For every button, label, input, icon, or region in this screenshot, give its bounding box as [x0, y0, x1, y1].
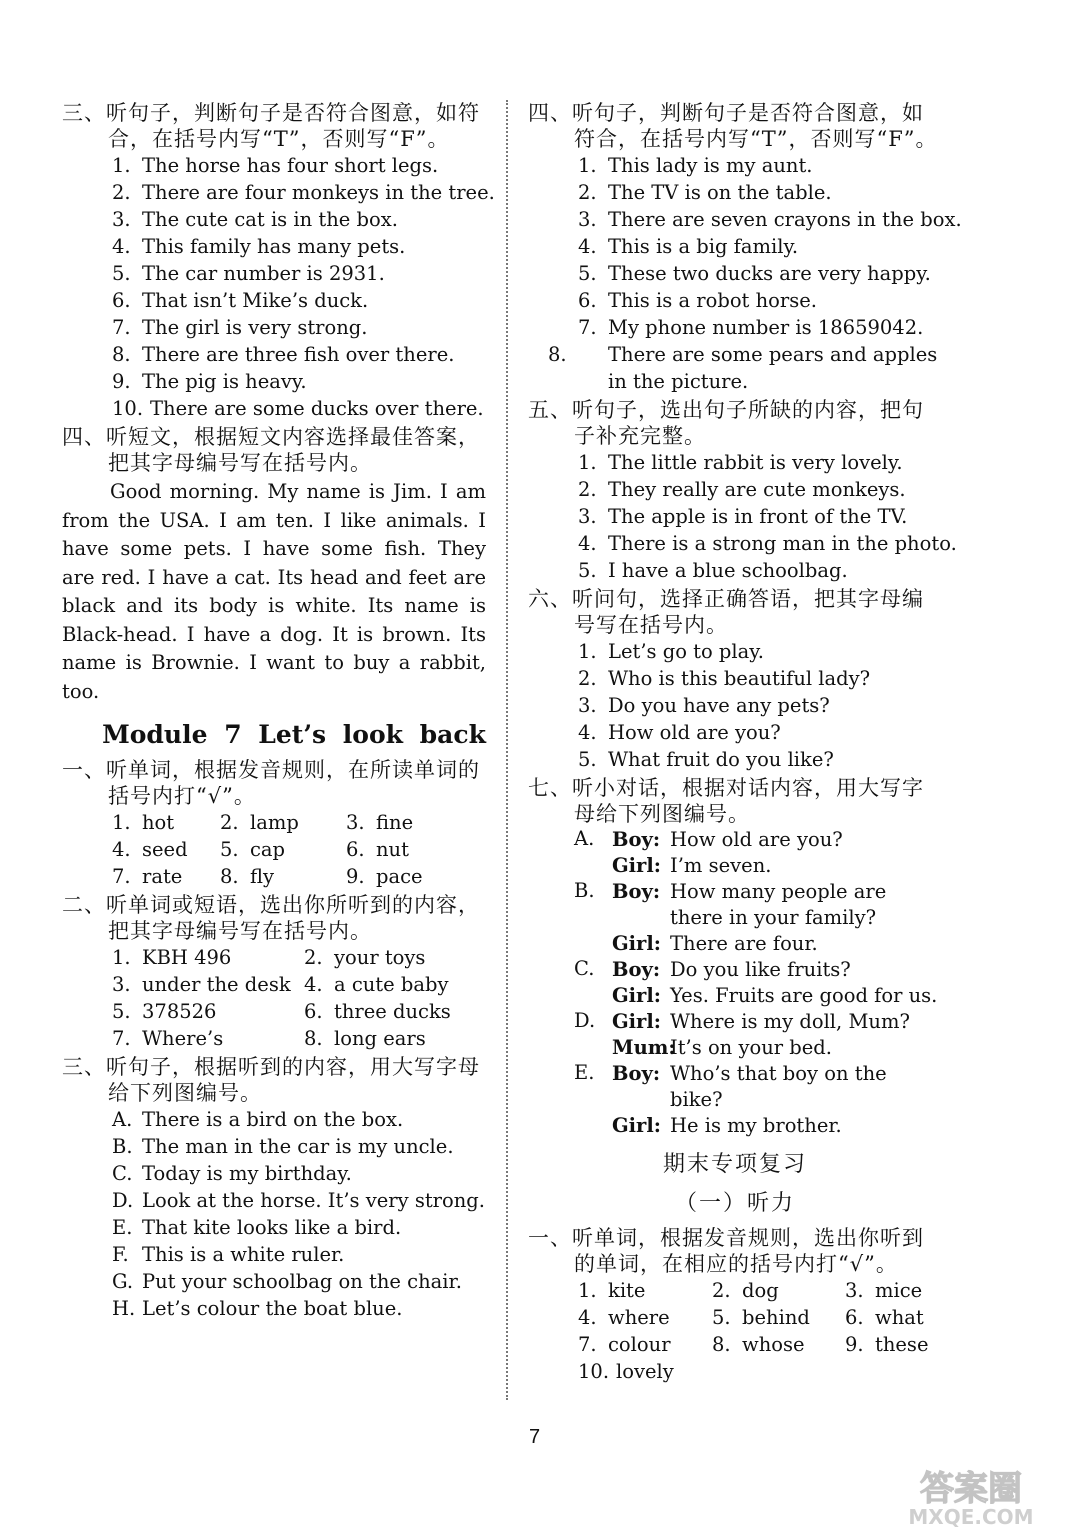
list-item: 9. The pig is heavy.: [112, 370, 307, 393]
list-item: 6. nut: [346, 838, 409, 861]
list-item: 2. Who is this beautiful lady?: [578, 667, 871, 690]
list-item: 8. There are three fish over there.: [112, 343, 455, 366]
list-item: 5. The car number is 2931.: [112, 262, 385, 285]
section-6-items: [578, 638, 942, 773]
right-column: [528, 98, 962, 1385]
reading-passage: Good morning. My name is Jim. I am from the USA. I am ten. I like animals. I have some pets. I have some fish. They are red. I have a cat. Its head and feet are black and its body is white. Its name is Black-head. I have a dog. It is brown. Its name is Brownie. I want to buy a rabbit, too.: [62, 480, 486, 703]
list-item: 2. your toys: [304, 946, 426, 969]
list-item: 5. What fruit do you like?: [578, 748, 834, 771]
list-item: 2. dog: [712, 1279, 779, 1302]
list-item: 5. 378526: [112, 1000, 217, 1023]
list-item: 5. cap: [220, 838, 286, 861]
list-item: 5. I have a blue schoolbag.: [578, 559, 848, 582]
dialog: C. Boy: Do you like fruits? Girl: Yes. Fruits are good for us.: [574, 957, 938, 1007]
section-7-heading: 七、听小对话，根据对话内容，用大写字母给下列图编号。: [528, 776, 924, 826]
module-section-1-items: [112, 809, 486, 890]
page-number: 7: [528, 1426, 541, 1448]
list-item: 4. This is a big family.: [578, 235, 799, 258]
column-divider: [506, 100, 508, 1400]
list-item: B. The man in the car is my uncle.: [112, 1135, 454, 1158]
list-item: 3. mice: [845, 1279, 923, 1302]
final-section-1-items: [578, 1277, 942, 1385]
final-review-title: 期末专项复习: [662, 1152, 807, 1177]
list-item: 1. kite: [578, 1279, 646, 1302]
section-3-items: [112, 152, 495, 422]
module-title: Module 7 Let’s look back: [102, 720, 486, 749]
watermark-url: MXQE.COM: [908, 1505, 1034, 1529]
list-item: 5. These two ducks are very happy.: [578, 262, 931, 285]
list-item: 7. Where’s: [112, 1027, 224, 1050]
section-5-heading: 五、听句子，选出句子所缺的内容，把句子补充完整。: [528, 398, 924, 448]
list-item: 10. lovely: [578, 1360, 674, 1383]
module-section-3-heading: 三、听句子，根据听到的内容，用大写字母给下列图编号。: [62, 1055, 480, 1105]
list-item: 2. There are four monkeys in the tree.: [112, 181, 495, 204]
list-item: 7. colour: [578, 1333, 671, 1356]
list-item: 9. pace: [346, 865, 423, 888]
list-item: 5. behind: [712, 1306, 810, 1329]
list-item: 2. The TV is on the table.: [578, 181, 832, 204]
list-item: 3. There are seven crayons in the box.: [578, 208, 962, 231]
dialog: E. Boy: Who’s that boy on the bike? Girl: He is my brother.: [574, 1061, 887, 1137]
list-item: 3. under the desk: [112, 973, 291, 996]
list-item: 4. There is a strong man in the photo.: [578, 532, 957, 555]
section-5-items: [578, 449, 957, 584]
section-4-heading: 四、听短文，根据短文内容选择最佳答案，把其字母编号写在括号内。: [62, 425, 480, 475]
section-6-heading: 六、听问句，选择正确答语，把其字母编号写在括号内。: [528, 587, 924, 637]
list-item: 7. My phone number is 18659042.: [578, 316, 924, 339]
list-item: 1. Let’s go to play.: [578, 640, 764, 663]
list-item: 1. KBH 496: [112, 946, 232, 969]
list-item: A. There is a bird on the box.: [112, 1108, 404, 1131]
list-item: 4. This family has many pets.: [112, 235, 406, 258]
final-section-1-heading: 一、听单词，根据发音规则，选出你听到的单词，在相应的括号内打“√”。: [528, 1226, 924, 1276]
module-section-3-items: [112, 1106, 486, 1322]
dialog: A. Boy: How old are you? Girl: I’m seven.: [574, 827, 843, 877]
list-item: 2. They really are cute monkeys.: [578, 478, 906, 501]
list-item: 7. The girl is very strong.: [112, 316, 368, 339]
list-item: 8. fly: [220, 865, 275, 888]
list-item: 7. rate: [112, 865, 183, 888]
module-section-2-items: [112, 944, 486, 1052]
section-3-heading: 三、听句子，判断句子是否符合图意，如符合，在括号内写“T”，否则写“F”。: [62, 101, 480, 151]
list-item: 1. The little rabbit is very lovely.: [578, 451, 903, 474]
module-section-2-heading: 二、听单词或短语，选出你所听到的内容，把其字母编号写在括号内。: [62, 893, 480, 943]
section-4b-items: [548, 152, 962, 395]
list-item: F. This is a white ruler.: [112, 1243, 345, 1266]
watermark-logo-icon: [885, 1462, 1057, 1530]
list-item: 1. The horse has four short legs.: [112, 154, 439, 177]
list-item: 1. This lady is my aunt.: [578, 154, 813, 177]
list-item: 3. Do you have any pets?: [578, 694, 830, 717]
list-item: 3. The apple is in front of the TV.: [578, 505, 908, 528]
list-item: 8. There are some pears and apples in the picture.: [548, 343, 938, 393]
list-item: 1. hot: [112, 811, 175, 834]
list-item: H. Let’s colour the boat blue.: [112, 1297, 403, 1320]
list-item: 2. lamp: [220, 811, 299, 834]
dialog: B. Boy: How many people are there in your family? Girl: There are four.: [574, 879, 887, 955]
section-7-dialogs: [574, 827, 942, 1139]
final-review-subtitle: （一）听力: [674, 1191, 795, 1216]
list-item: 4. How old are you?: [578, 721, 781, 744]
list-item: 6. This is a robot horse.: [578, 289, 817, 312]
list-item: D. Look at the horse. It’s very strong.: [112, 1189, 485, 1212]
list-item: 6. That isn’t Mike’s duck.: [112, 289, 369, 312]
section-4b-heading: 四、听句子，判断句子是否符合图意，如符合，在括号内写“T”，否则写“F”。: [528, 101, 938, 151]
list-item: 6. what: [845, 1306, 924, 1329]
list-item: 3. fine: [346, 811, 414, 834]
list-item: 4. seed: [112, 838, 188, 861]
list-item: 10. There are some ducks over there.: [112, 397, 484, 420]
list-item: 6. three ducks: [304, 1000, 451, 1023]
list-item: 4. where: [578, 1306, 670, 1329]
list-item: 3. The cute cat is in the box.: [112, 208, 398, 231]
list-item: 9. these: [845, 1333, 929, 1356]
list-item: E. That kite looks like a bird.: [112, 1216, 402, 1239]
watermark-text: 答案圈: [920, 1469, 1022, 1509]
list-item: 4. a cute baby: [304, 973, 449, 996]
dialog: D. Girl: Where is my doll, Mum? Mum: It’s on your bed.: [574, 1009, 910, 1059]
list-item: 8. whose: [712, 1333, 805, 1356]
module-section-1-heading: 一、听单词，根据发音规则，在所读单词的括号内打“√”。: [62, 758, 480, 808]
list-item: 8. long ears: [304, 1027, 426, 1050]
list-item: G. Put your schoolbag on the chair.: [112, 1270, 462, 1293]
list-item: C. Today is my birthday.: [112, 1162, 352, 1185]
left-column: [62, 98, 495, 1322]
